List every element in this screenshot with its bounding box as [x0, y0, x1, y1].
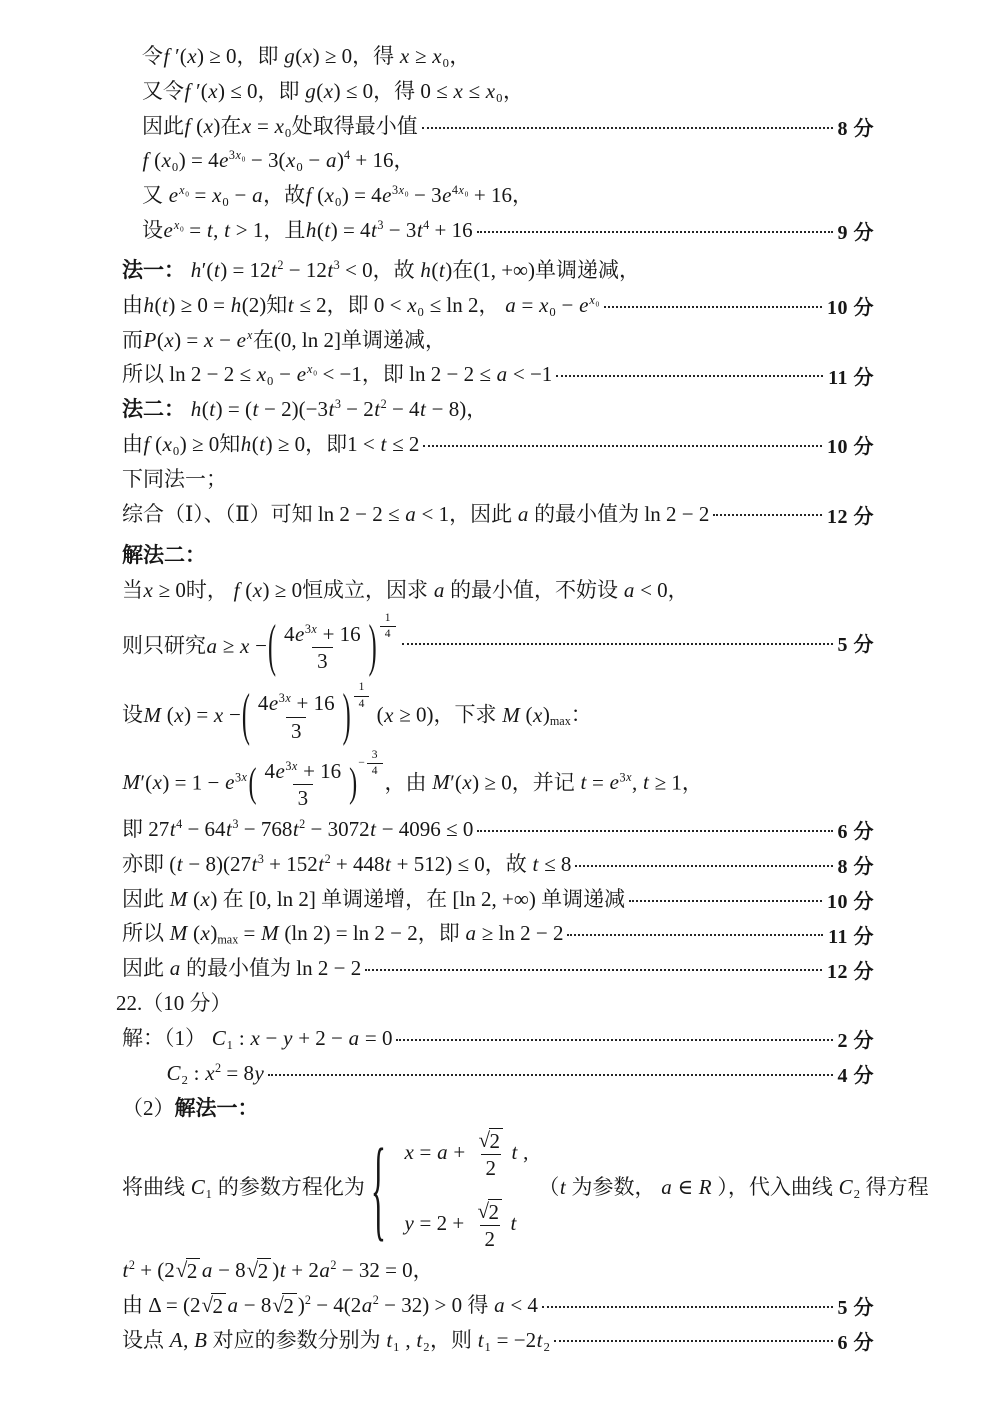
doc-line	[122, 112, 874, 142]
dotted-leader	[556, 375, 823, 377]
dotted-leader	[629, 900, 822, 902]
line-content: 解法二：	[122, 543, 206, 568]
score-label: 12 分	[827, 960, 874, 983]
doc-line	[122, 885, 874, 915]
line-content: 22.（10 分）	[116, 991, 232, 1016]
doc-line	[122, 749, 874, 810]
line-content: 解：（1） C₁ : x − y + 2 − a = 0	[122, 1025, 393, 1050]
doc-line	[122, 291, 874, 321]
doc-line	[122, 1125, 929, 1252]
score-label: 2 分	[837, 1030, 874, 1053]
score-label: 10 分	[827, 436, 874, 459]
line-content: 当x ≥ 0时， f (x) ≥ 0恒成立，因求 a 的最小值，不妨设 a < 0，	[122, 578, 689, 603]
doc-line	[122, 850, 874, 880]
line-content: 又令f ′(x) ≤ 0，即 g(x) ≤ 0，得 0 ≤ x ≤ x₀，	[142, 78, 524, 103]
doc-line	[122, 815, 874, 845]
doc-line	[122, 500, 874, 530]
score-label: 8 分	[837, 118, 874, 141]
doc-line	[122, 360, 874, 390]
doc-line	[122, 954, 874, 984]
line-content: 将曲线 C₁ 的参数方程化为 { x = a + √ 2 2 t , y = 2 + √ 2 2 t （t 为参数， a ∈ R ），代入曲线 C₂ 得方程	[122, 1125, 929, 1252]
score-label: 11 分	[828, 366, 874, 389]
dotted-leader	[477, 830, 832, 832]
line-content: 所以 M $(x)_{max} = M$ (ln 2) = ln 2 − 2，即 a ≥ ln 2 − 2	[122, 921, 564, 948]
line-content: 因此f (x)在x = x₀处取得最小值	[142, 113, 418, 138]
doc-line	[122, 77, 874, 107]
score-label: 4 分	[837, 1065, 874, 1088]
doc-line	[116, 989, 874, 1019]
doc-line	[122, 576, 874, 606]
doc-line	[122, 1291, 874, 1321]
line-content: 法一： $h'(t) = 12t^2 - 12t^3 < 0$，故 h(t)在(1, +∞)单调递减，	[122, 257, 641, 282]
dotted-leader	[396, 1039, 832, 1041]
line-content: 设点 A, B 对应的参数分别为 t₁ , t₂，则 t₁ = −2t₂	[122, 1327, 551, 1352]
doc-line	[122, 1059, 874, 1089]
line-content: 而$P(x) = x - e^x$在(0, ln 2]单调递减，	[122, 327, 446, 352]
doc-line	[122, 395, 874, 425]
dotted-leader	[542, 1306, 833, 1308]
doc-line	[122, 1326, 874, 1356]
line-content: 设$e^{x_0} = t$, t > 1，且$h(t) = 4t^3 - 3t^4 + 16$	[142, 218, 473, 243]
score-label: 11 分	[828, 925, 874, 948]
line-content: （2）解法一：	[122, 1095, 259, 1120]
dotted-leader	[268, 1074, 832, 1076]
score-label: 8 分	[837, 856, 874, 879]
doc-line	[122, 430, 874, 460]
score-label: 5 分	[837, 1297, 874, 1320]
score-label: 10 分	[827, 297, 874, 320]
score-label: 12 分	[827, 505, 874, 528]
line-content: 令f ′(x) ≥ 0，即 g(x) ≥ 0，得 x ≥ x₀，	[142, 44, 471, 68]
line-content: 下同法一；	[122, 466, 227, 491]
dotted-leader	[567, 934, 823, 936]
line-content: C₂ : $x^2 = 8y$	[166, 1060, 264, 1085]
cases-brace: {	[370, 1125, 386, 1252]
doc-line	[122, 541, 874, 571]
score-label: 6 分	[837, 821, 874, 844]
line-content: 由f (x₀) ≥ 0知h(t) ≥ 0，即1 < t ≤ 2	[122, 431, 420, 456]
dotted-leader	[402, 643, 833, 645]
line-content: 因此 M (x) 在 [0, ln 2] 单调递增，在 [ln 2, +∞) 单调递减	[122, 886, 626, 911]
score-label: 9 分	[837, 222, 874, 245]
dotted-leader	[422, 127, 833, 129]
doc-line	[122, 326, 874, 356]
doc-line	[122, 1256, 874, 1286]
score-label: 5 分	[837, 634, 874, 657]
line-content: 综合（Ⅰ）、（Ⅱ）可知 ln 2 − 2 ≤ a < 1，因此 a 的最小值为 ln 2 − 2	[122, 501, 710, 526]
line-content: f $(x_0) = 4e^{3x_0} - 3(x_0 - a)^4 + 16$，	[142, 148, 415, 173]
line-content: 由 Δ = (2 √ 2 a − 8 √ 2 )$^2 - 4(2a^2 - 32) > 0$ 得 a < 4	[122, 1292, 538, 1318]
line-content: 亦即 $(t - 8)(27t^3 + 152t^2 + 448t + 512) \le 0$，故 t ≤ 8	[122, 851, 572, 876]
doc-line	[122, 146, 874, 176]
dotted-leader	[554, 1340, 832, 1342]
dotted-leader	[575, 865, 832, 867]
line-content: 法二： $h(t) = (t - 2)(-3t^3 - 2t^2 - 4t - 8)$，	[122, 397, 488, 422]
doc-line	[122, 465, 874, 495]
line-content: 又 $e^{x_0} = x_0 - a$，故f $(x_0) = 4e^{3x_0} - 3e^{4x_0} + 16$，	[142, 183, 534, 208]
doc-line	[122, 1024, 874, 1054]
doc-line	[122, 1094, 874, 1124]
line-content: 因此 a 的最小值为 ln 2 − 2	[122, 956, 362, 981]
doc-line	[122, 612, 874, 679]
dotted-leader	[713, 514, 822, 516]
document-body	[116, 42, 929, 1355]
line-content: 所以 $\ln 2 - 2 \le x_0 - e^{x_0} < -1$，即 ln 2 − 2 ≤ a < −1	[122, 362, 553, 387]
line-content: $t^2 + (2$ √ 2 a − 8 √ 2 )$t + 2a^2 - 32 = 0$，	[122, 1257, 434, 1283]
doc-line	[122, 681, 874, 749]
doc-line	[122, 919, 874, 949]
line-content: 由h(t) ≥ 0 = h(2)知t ≤ 2，即 0 < x₀ ≤ ln 2， $a = x_0 - e^{x_0}$	[122, 292, 600, 317]
score-label: 6 分	[837, 1331, 874, 1354]
line-content: 设M (x) = x −( $\frac{4e^{3x} + 16}{3}$ ) $^{\frac{1}{4}}$ (x ≥ 0)，下求 M $(x)_{max}$：	[122, 681, 592, 749]
doc-line	[122, 256, 874, 286]
line-content: $M'(x) = 1 - e^{3x}$( $\frac{4e^{3x} + 16}{3}$ )$^{- \frac{3}{4}}$ ，由 M′(x) ≥ 0，并记 $t = e^{3x}$, t ≥ 1，	[122, 748, 703, 810]
doc-line	[122, 181, 874, 211]
doc-line	[122, 216, 874, 246]
dotted-leader	[477, 231, 833, 233]
dotted-leader	[604, 306, 822, 308]
score-label: 10 分	[827, 891, 874, 914]
doc-line	[122, 42, 874, 72]
dotted-leader	[365, 969, 822, 971]
line-content: 则只研究a ≥ x −( $\frac{4e^{3x} + 16}{3}$ ) $^{\frac{1}{4}}$	[122, 612, 398, 673]
dotted-leader	[423, 445, 822, 447]
line-content: 即 $27t^4 - 64t^3 - 768t^2 - 3072t - 4096 \le 0$	[122, 817, 474, 842]
